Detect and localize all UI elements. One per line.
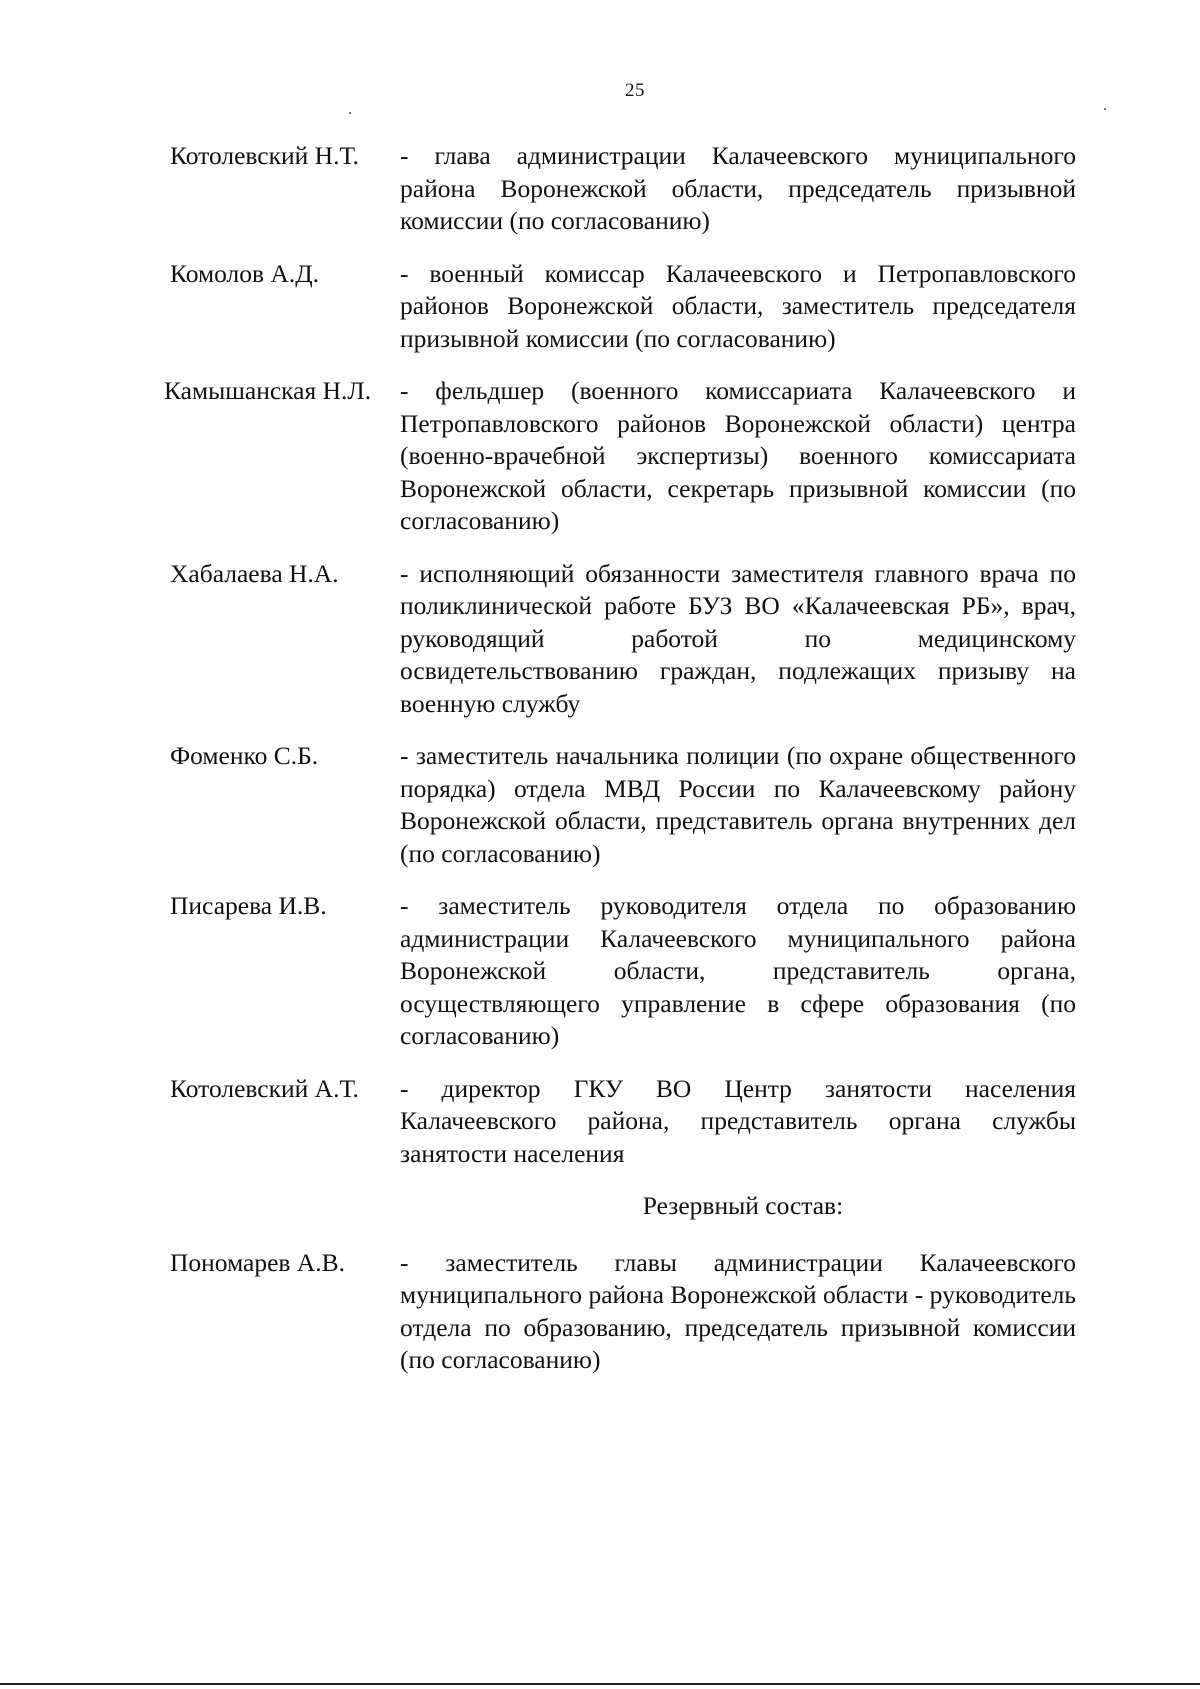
- member-name: Комолов А.Д.: [170, 258, 320, 288]
- commission-member-list: [166, 140, 1076, 1397]
- page-number: 25: [625, 80, 645, 101]
- member-role: - фельдшер (военного комиссариата Калачеевского и Петропавловского районов Воронежской области) центра (военно-врачебной экспертизы) военного комиссариата Воронежской области, секретарь призывной комиссии (по согласованию): [400, 376, 1076, 535]
- reserve-member-entry: [166, 1247, 1076, 1377]
- member-entry: [166, 1073, 1076, 1171]
- member-role: - заместитель руководителя отдела по образованию администрации Калачеевского муниципального района Воронежской области, представитель органа, осуществляющего управление в сфере образования (по согласованию): [400, 891, 1076, 1050]
- member-role: - директор ГКУ ВО Центр занятости населения Калачеевского района, представитель органа службы занятости населения: [400, 1073, 1076, 1168]
- member-entry: [166, 375, 1076, 538]
- scan-speck: [1104, 108, 1106, 110]
- member-entry: [166, 258, 1076, 356]
- member-role: - военный комиссар Калачеевского и Петропавловского районов Воронежской области, заместитель председателя призывной комиссии (по согласованию): [400, 258, 1076, 353]
- member-name: Камышанская Н.Л.: [164, 376, 372, 405]
- member-role: - исполняющий обязанности заместителя главного врача по поликлинической работе БУЗ ВО «Калачеевская РБ», врач, руководящий работой по медицинскому освидетельствованию граждан, подлежащих призыву на военную службу: [400, 558, 1076, 718]
- member-role: - глава администрации Калачеевского муниципального района Воронежской области, председатель призывной комиссии (по согласованию): [400, 141, 1076, 235]
- member-entry: [166, 140, 1076, 238]
- member-entry: [166, 890, 1076, 1053]
- member-name: Хабалаева Н.А.: [170, 558, 339, 588]
- member-name: Писарева И.В.: [170, 891, 327, 920]
- member-name: Котолевский А.Т.: [170, 1073, 359, 1103]
- member-name: Пономарев А.В.: [170, 1247, 346, 1277]
- member-entry: [166, 740, 1076, 870]
- member-role: - заместитель главы администрации Калачеевского муниципального района Воронежской области - руководитель отдела по образованию, председатель призывной комиссии (по согласованию): [400, 1247, 1076, 1374]
- member-entry: [166, 558, 1076, 721]
- member-name: Котолевский Н.Т.: [170, 141, 359, 170]
- member-role: - заместитель начальника полиции (по охране общественного порядка) отдела МВД России по Калачеевскому району Воронежской области, представитель органа внутренних дел (по согласованию): [400, 741, 1076, 868]
- member-name: Фоменко С.Б.: [170, 741, 319, 770]
- reserve-heading: Резервный состав:: [642, 1191, 844, 1220]
- scan-edge-line: [0, 1683, 1200, 1685]
- scan-speck: [349, 112, 351, 114]
